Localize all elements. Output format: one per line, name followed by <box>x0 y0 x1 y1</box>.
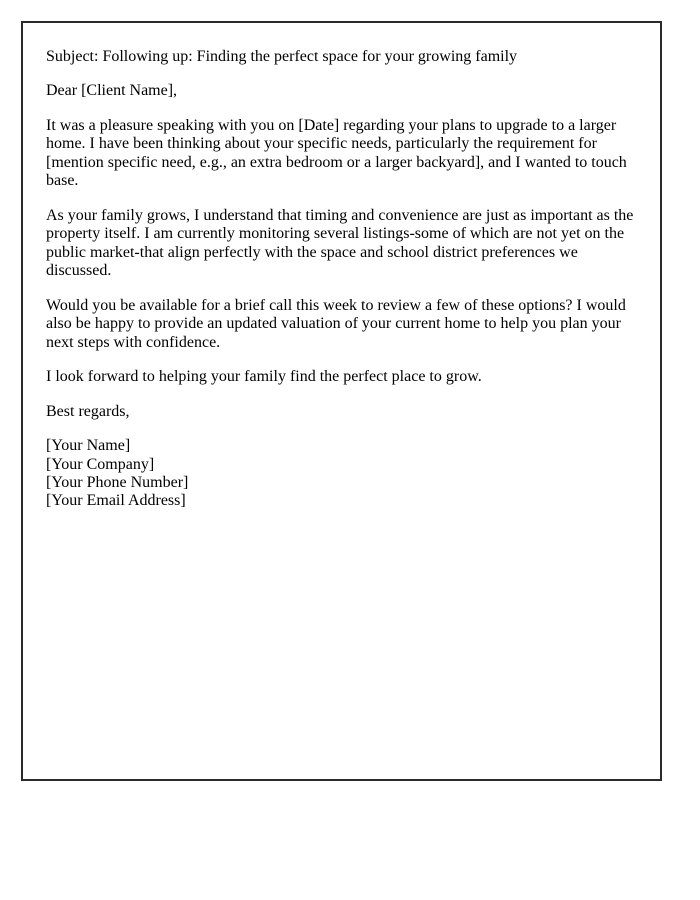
closing-line: I look forward to helping your family find the perfect place to grow. <box>46 368 482 386</box>
body-paragraph-3: Would you be available for a brief call this week to review a few of these options? I would also be happy to provide an updated valuation of your current home to help you plan your next steps with confidence. <box>46 296 626 351</box>
signature-line-email: [Your Email Address] <box>46 492 186 510</box>
signature-line-company: [Your Company] <box>46 455 155 473</box>
subject-line: Subject: Following up: Finding the perfect space for your growing family <box>46 48 518 65</box>
body-paragraph-1: It was a pleasure speaking with you on [Date] regarding your plans to upgrade to a larger home. I have been thinking about your specific needs, particularly the requirement for [mention specific need, e.g., an extra bedroom or a larger backyard], and I wanted to touch base. <box>46 116 627 190</box>
letter-page <box>21 21 662 781</box>
signoff: Best regards, <box>46 402 130 420</box>
signature-line-phone: [Your Phone Number] <box>46 473 189 491</box>
salutation: Dear [Client Name], <box>46 82 178 100</box>
signature-line-name: [Your Name] <box>46 437 131 455</box>
signature-block <box>46 437 635 511</box>
body-paragraph-2: As your family grows, I understand that timing and convenience are just as important as the property itself. I am currently monitoring several listings-some of which are not yet on the public market-that align perfectly with the space and school district preferences we discussed. <box>46 206 634 280</box>
